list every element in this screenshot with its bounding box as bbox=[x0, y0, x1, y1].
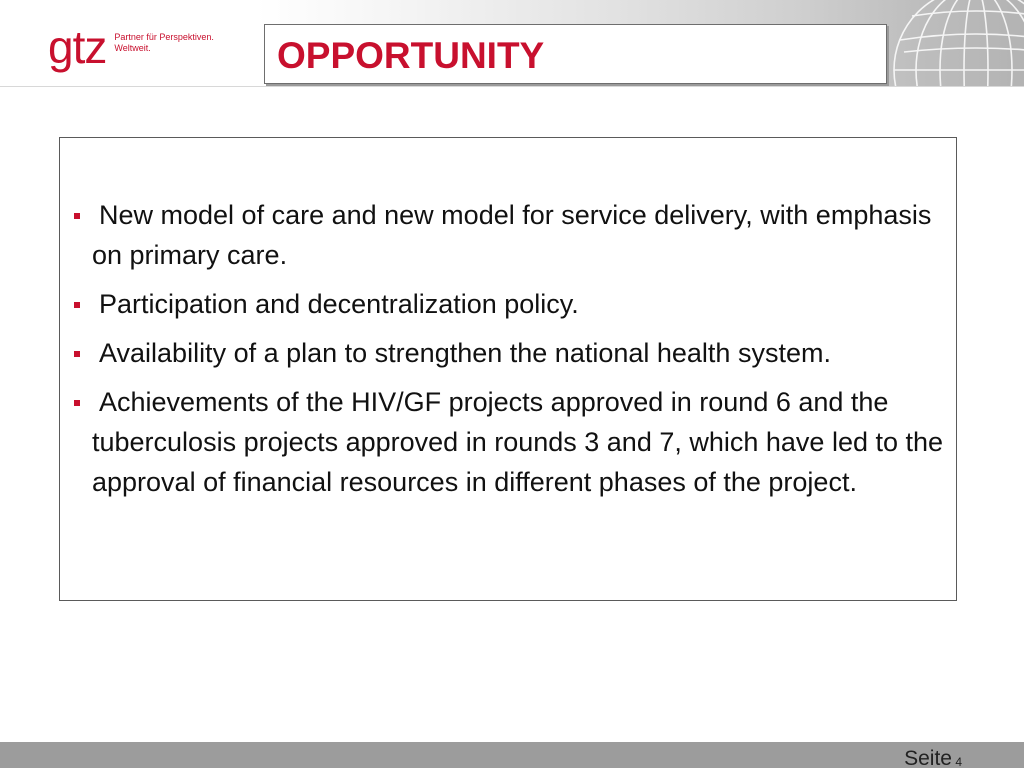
list-item bbox=[74, 333, 948, 373]
list-item bbox=[74, 284, 948, 324]
page-number: 4 bbox=[955, 755, 962, 769]
globe-grid-icon bbox=[890, 0, 1024, 86]
square-bullet-icon bbox=[74, 302, 80, 308]
list-item-text: Participation and decentralization policy. bbox=[99, 289, 579, 319]
square-bullet-icon bbox=[74, 351, 80, 357]
header-band bbox=[0, 0, 1024, 87]
list-item bbox=[74, 382, 948, 502]
list-item-text: New model of care and new model for service delivery, with emphasis on primary care. bbox=[92, 200, 932, 270]
logo-tagline-line2: Weltweit. bbox=[114, 43, 151, 53]
list-item-text: Achievements of the HIV/GF projects approved in round 6 and the tuberculosis projects approved in rounds 3 and 7, which have led to the approval of financial resources in different phases of the project. bbox=[92, 387, 944, 497]
logo-mark: gtz bbox=[48, 21, 107, 73]
square-bullet-icon bbox=[74, 400, 80, 406]
slide-title: OPPORTUNITY bbox=[277, 35, 545, 76]
gtz-logo bbox=[48, 21, 214, 76]
list-item-text: Availability of a plan to strengthen the national health system. bbox=[99, 338, 831, 368]
logo-tagline-line1: Partner für Perspektiven. bbox=[114, 32, 214, 42]
title-box bbox=[264, 24, 887, 84]
content-box bbox=[59, 137, 957, 601]
bullet-list bbox=[74, 195, 948, 511]
logo-tagline bbox=[114, 32, 214, 54]
page-label: Seite bbox=[904, 747, 952, 770]
list-item bbox=[74, 195, 948, 275]
footer-band bbox=[0, 742, 1024, 768]
square-bullet-icon bbox=[74, 213, 80, 219]
